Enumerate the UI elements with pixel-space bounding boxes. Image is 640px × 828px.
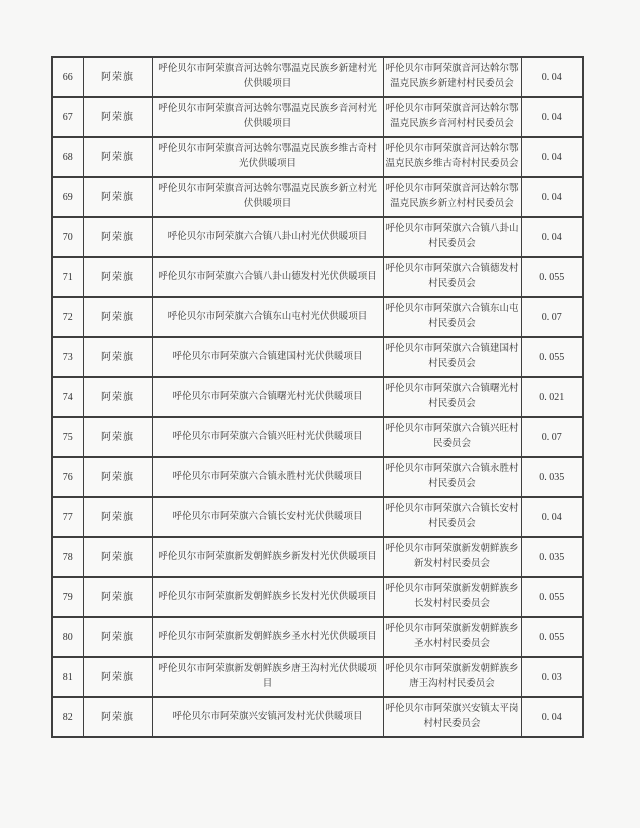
- cell-region: 阿荣旗: [83, 657, 152, 697]
- cell-project-name: 呼伦贝尔市阿荣旗兴安镇河发村光伏供暖项目: [152, 697, 383, 737]
- cell-row-number: 74: [52, 377, 83, 417]
- cell-project-name: 呼伦贝尔市阿荣旗新发朝鲜族乡圣水村光伏供暖项目: [152, 617, 383, 657]
- cell-project-name: 呼伦贝尔市阿荣旗新发朝鲜族乡长发村光伏供暖项目: [152, 577, 383, 617]
- cell-row-number: 81: [52, 657, 83, 697]
- cell-row-number: 82: [52, 697, 83, 737]
- cell-committee-name: 呼伦贝尔市阿荣旗新发朝鲜族乡长发村村民委员会: [383, 577, 521, 617]
- cell-value: 0. 07: [521, 417, 583, 457]
- cell-row-number: 79: [52, 577, 83, 617]
- cell-value: 0. 04: [521, 57, 583, 97]
- table-row: [52, 257, 583, 297]
- cell-value: 0. 055: [521, 257, 583, 297]
- cell-value: 0. 035: [521, 457, 583, 497]
- cell-committee-name: 呼伦贝尔市阿荣旗六合镇八卦山村民委员会: [383, 217, 521, 257]
- table-row: [52, 137, 583, 177]
- cell-committee-name: 呼伦贝尔市阿荣旗音河达斡尔鄂温克民族乡维古奇村村民委员会: [383, 137, 521, 177]
- cell-committee-name: 呼伦贝尔市阿荣旗新发朝鲜族乡新发村村民委员会: [383, 537, 521, 577]
- table-row: [52, 297, 583, 337]
- cell-value: 0. 04: [521, 137, 583, 177]
- table-row: [52, 657, 583, 697]
- cell-committee-name: 呼伦贝尔市阿荣旗新发朝鲜族乡圣水村村民委员会: [383, 617, 521, 657]
- cell-project-name: 呼伦贝尔市阿荣旗音河达斡尔鄂温克民族乡新建村光伏供暖项目: [152, 57, 383, 97]
- cell-row-number: 70: [52, 217, 83, 257]
- cell-project-name: 呼伦贝尔市阿荣旗音河达斡尔鄂温克民族乡维古奇村光伏供暖项目: [152, 137, 383, 177]
- cell-value: 0. 04: [521, 697, 583, 737]
- cell-value: 0. 021: [521, 377, 583, 417]
- cell-value: 0. 04: [521, 497, 583, 537]
- table-row: [52, 457, 583, 497]
- cell-region: 阿荣旗: [83, 57, 152, 97]
- cell-committee-name: 呼伦贝尔市阿荣旗六合镇永胜村村民委员会: [383, 457, 521, 497]
- cell-value: 0. 055: [521, 617, 583, 657]
- table-row: [52, 377, 583, 417]
- cell-row-number: 77: [52, 497, 83, 537]
- cell-committee-name: 呼伦贝尔市阿荣旗六合镇长安村村民委员会: [383, 497, 521, 537]
- cell-project-name: 呼伦贝尔市阿荣旗新发朝鲜族乡唐王沟村光伏供暖项目: [152, 657, 383, 697]
- cell-committee-name: 呼伦贝尔市阿荣旗六合镇建国村村民委员会: [383, 337, 521, 377]
- cell-value: 0. 04: [521, 177, 583, 217]
- cell-project-name: 呼伦贝尔市阿荣旗六合镇八卦山村光伏供暖项目: [152, 217, 383, 257]
- cell-project-name: 呼伦贝尔市阿荣旗音河达斡尔鄂温克民族乡新立村光伏供暖项目: [152, 177, 383, 217]
- table-row: [52, 497, 583, 537]
- cell-committee-name: 呼伦贝尔市阿荣旗音河达斡尔鄂温克民族乡新立村村民委员会: [383, 177, 521, 217]
- cell-region: 阿荣旗: [83, 577, 152, 617]
- cell-row-number: 72: [52, 297, 83, 337]
- cell-value: 0. 055: [521, 577, 583, 617]
- cell-region: 阿荣旗: [83, 697, 152, 737]
- cell-project-name: 呼伦贝尔市阿荣旗六合镇东山屯村光伏供暖项目: [152, 297, 383, 337]
- cell-region: 阿荣旗: [83, 337, 152, 377]
- table-body: [52, 57, 583, 737]
- cell-region: 阿荣旗: [83, 497, 152, 537]
- cell-region: 阿荣旗: [83, 297, 152, 337]
- cell-row-number: 69: [52, 177, 83, 217]
- project-subsidy-table: [51, 56, 584, 738]
- table-row: [52, 217, 583, 257]
- table-row: [52, 97, 583, 137]
- cell-committee-name: 呼伦贝尔市阿荣旗新发朝鲜族乡唐王沟村村民委员会: [383, 657, 521, 697]
- cell-value: 0. 04: [521, 217, 583, 257]
- cell-region: 阿荣旗: [83, 617, 152, 657]
- cell-value: 0. 03: [521, 657, 583, 697]
- cell-project-name: 呼伦贝尔市阿荣旗六合镇八卦山德发村光伏供暖项目: [152, 257, 383, 297]
- cell-committee-name: 呼伦贝尔市阿荣旗兴安镇太平岗村村民委员会: [383, 697, 521, 737]
- cell-region: 阿荣旗: [83, 97, 152, 137]
- cell-region: 阿荣旗: [83, 417, 152, 457]
- cell-row-number: 73: [52, 337, 83, 377]
- cell-project-name: 呼伦贝尔市阿荣旗六合镇永胜村光伏供暖项目: [152, 457, 383, 497]
- cell-project-name: 呼伦贝尔市阿荣旗六合镇建国村光伏供暖项目: [152, 337, 383, 377]
- cell-row-number: 80: [52, 617, 83, 657]
- table-row: [52, 617, 583, 657]
- table-row: [52, 417, 583, 457]
- table-row: [52, 177, 583, 217]
- cell-region: 阿荣旗: [83, 177, 152, 217]
- table-row: [52, 697, 583, 737]
- cell-region: 阿荣旗: [83, 257, 152, 297]
- cell-region: 阿荣旗: [83, 217, 152, 257]
- cell-project-name: 呼伦贝尔市阿荣旗音河达斡尔鄂温克民族乡音河村光伏供暖项目: [152, 97, 383, 137]
- cell-committee-name: 呼伦贝尔市阿荣旗音河达斡尔鄂温克民族乡音河村村民委员会: [383, 97, 521, 137]
- table-row: [52, 577, 583, 617]
- cell-committee-name: 呼伦贝尔市阿荣旗音河达斡尔鄂温克民族乡新建村村民委员会: [383, 57, 521, 97]
- table-row: [52, 337, 583, 377]
- cell-value: 0. 055: [521, 337, 583, 377]
- cell-region: 阿荣旗: [83, 377, 152, 417]
- cell-region: 阿荣旗: [83, 457, 152, 497]
- cell-value: 0. 07: [521, 297, 583, 337]
- cell-value: 0. 035: [521, 537, 583, 577]
- cell-project-name: 呼伦贝尔市阿荣旗六合镇长安村光伏供暖项目: [152, 497, 383, 537]
- cell-row-number: 68: [52, 137, 83, 177]
- cell-project-name: 呼伦贝尔市阿荣旗六合镇兴旺村光伏供暖项目: [152, 417, 383, 457]
- table-row: [52, 57, 583, 97]
- cell-committee-name: 呼伦贝尔市阿荣旗六合镇德发村村民委员会: [383, 257, 521, 297]
- cell-committee-name: 呼伦贝尔市阿荣旗六合镇东山屯村民委员会: [383, 297, 521, 337]
- table-row: [52, 537, 583, 577]
- cell-region: 阿荣旗: [83, 537, 152, 577]
- cell-row-number: 67: [52, 97, 83, 137]
- cell-row-number: 71: [52, 257, 83, 297]
- cell-row-number: 76: [52, 457, 83, 497]
- cell-committee-name: 呼伦贝尔市阿荣旗六合镇兴旺村民委员会: [383, 417, 521, 457]
- cell-row-number: 66: [52, 57, 83, 97]
- cell-value: 0. 04: [521, 97, 583, 137]
- cell-row-number: 78: [52, 537, 83, 577]
- cell-project-name: 呼伦贝尔市阿荣旗新发朝鲜族乡新发村光伏供暖项目: [152, 537, 383, 577]
- cell-project-name: 呼伦贝尔市阿荣旗六合镇曙光村光伏供暖项目: [152, 377, 383, 417]
- cell-region: 阿荣旗: [83, 137, 152, 177]
- cell-committee-name: 呼伦贝尔市阿荣旗六合镇曙光村村民委员会: [383, 377, 521, 417]
- cell-row-number: 75: [52, 417, 83, 457]
